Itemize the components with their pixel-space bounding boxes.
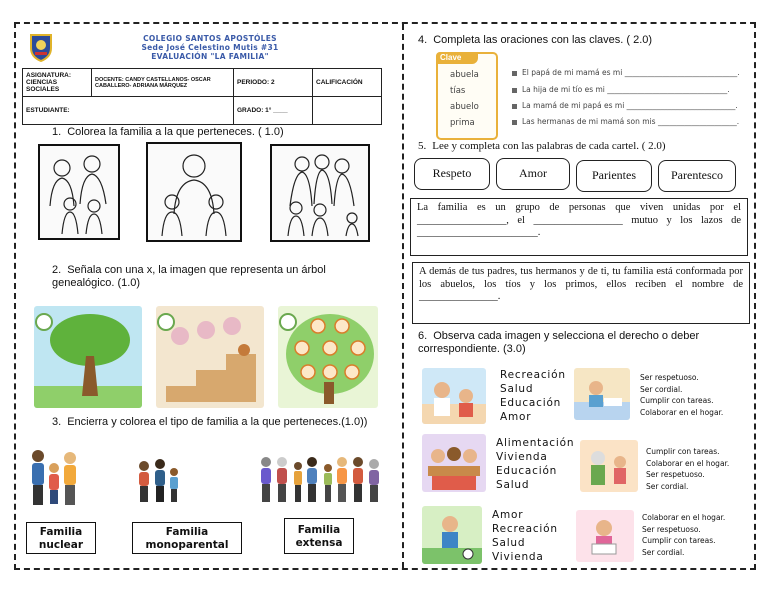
- question-5: [418, 140, 666, 153]
- rights-list-3[interactable]: [492, 508, 558, 564]
- duty-option[interactable]: Colaborar en el hogar.: [646, 458, 730, 468]
- question-1-number: 1.: [52, 126, 62, 138]
- clave-title: Clave: [436, 52, 478, 64]
- question-5-number: 5.: [418, 140, 427, 152]
- school-branch: Sede José Celestino Mutis #31: [141, 43, 279, 52]
- word-card-parientes[interactable]: Parientes: [576, 160, 652, 192]
- homework-scene-image: [574, 368, 630, 420]
- extended-family-icon: [258, 452, 382, 504]
- rights-list-1[interactable]: [500, 368, 566, 424]
- family-dinner-image: [422, 434, 486, 492]
- duty-option[interactable]: Cumplir con tareas.: [640, 396, 714, 405]
- duty-option[interactable]: Colaborar en el hogar.: [642, 513, 726, 522]
- label-nuclear-family[interactable]: Familia nuclear: [26, 522, 96, 554]
- question-3: [52, 416, 367, 429]
- duties-list-1[interactable]: [640, 372, 723, 418]
- sentence-4[interactable]: Las hermanas de mi mamá son mis _____________________.: [512, 117, 739, 126]
- calificacion-cell: CALIFICACIÓN: [313, 69, 382, 97]
- right-option[interactable]: Educación: [496, 465, 558, 477]
- duty-option[interactable]: Cumplir con tareas.: [646, 447, 720, 456]
- right-option[interactable]: Vivienda: [492, 551, 544, 563]
- doctor-scene-image: [422, 368, 486, 424]
- question-3-text: Encierra y colorea el tipo de familia a la que perteneces.(1.0)): [67, 416, 368, 428]
- duty-option[interactable]: Colaborar en el hogar.: [640, 407, 724, 417]
- right-option[interactable]: Vivienda: [496, 451, 548, 463]
- sentence-3[interactable]: La mamá de mi papá es mi _____________________________.: [512, 101, 738, 110]
- label-single-parent-family[interactable]: Familia monoparental: [132, 522, 242, 554]
- label-extended-family[interactable]: Familia extensa: [284, 518, 354, 554]
- question-2: [52, 264, 372, 290]
- family-coloring-image-1[interactable]: [38, 144, 120, 240]
- question-4: [418, 34, 652, 47]
- question-4-number: 4.: [418, 34, 428, 46]
- exam-title: EVALUACIÓN "LA FAMILIA": [151, 52, 269, 61]
- school-heading: [110, 34, 310, 61]
- school-crest-icon: [26, 32, 56, 62]
- student-info-table: [22, 68, 382, 125]
- clave-word: abuela: [450, 70, 479, 80]
- score-field[interactable]: [313, 97, 382, 125]
- grandparents-scene-image: [580, 440, 638, 492]
- sentence-2[interactable]: La hija de mi tío es mi ________________________________.: [512, 85, 730, 94]
- fill-paragraph-1[interactable]: La familia es un grupo de personas que viven unidas por el _________________, el _________________ mutuo y los lazos de _______________________.: [410, 198, 748, 256]
- clave-word: abuelo: [450, 102, 479, 112]
- right-option[interactable]: Amor: [500, 411, 532, 423]
- duty-option[interactable]: Ser cordial.: [642, 547, 685, 557]
- question-2-text: Señala con una x, la imagen que representa un árbol genealógico. (1.0): [52, 264, 326, 289]
- fill-paragraph-2[interactable]: A demás de tus padres, tus hermanos y de ti, tu familia está conformada por los abuelos, los tíos y los primos, ellos reciben el nombre de _______________.: [412, 262, 750, 324]
- question-6: [418, 330, 748, 356]
- column-divider: [402, 24, 404, 568]
- clave-word-bank: [436, 52, 498, 140]
- word-card-respeto[interactable]: Respeto: [414, 158, 490, 190]
- right-option[interactable]: Recreación: [500, 369, 566, 381]
- right-option[interactable]: Educación: [500, 397, 562, 409]
- word-card-amor[interactable]: Amor: [496, 158, 570, 190]
- sentence-1[interactable]: El papá de mi mamá es mi ______________________________.: [512, 68, 740, 77]
- family-coloring-image-3[interactable]: [270, 144, 370, 242]
- child-playing-image: [422, 506, 482, 564]
- duty-option[interactable]: Ser cordial.: [646, 481, 689, 491]
- duty-option[interactable]: Cumplir con tareas.: [642, 536, 716, 545]
- question-6-text: Observa cada imagen y selecciona el derecho o deber correspondiente. (3.0): [418, 330, 700, 355]
- duties-list-3[interactable]: [642, 512, 725, 558]
- duties-list-2[interactable]: [646, 446, 729, 492]
- school-name: COLEGIO SANTOS APOSTÓLES: [143, 34, 277, 43]
- family-coloring-image-2[interactable]: [146, 142, 242, 242]
- clave-word: tías: [450, 86, 466, 96]
- right-option[interactable]: Salud: [496, 479, 530, 491]
- question-3-number: 3.: [52, 416, 62, 428]
- right-option[interactable]: Salud: [500, 383, 534, 395]
- duty-option[interactable]: Ser respetuoso.: [640, 373, 699, 382]
- question-4-text: Completa las oraciones con las claves. ( 2.0): [433, 34, 653, 46]
- tree-image[interactable]: [34, 306, 142, 408]
- word-card-parentesco[interactable]: Parentesco: [658, 160, 736, 192]
- single-parent-family-icon: [136, 456, 180, 504]
- grade-field[interactable]: GRADO: 1° ____: [234, 97, 313, 125]
- genealogy-tree-image[interactable]: [278, 306, 378, 408]
- question-2-number: 2.: [52, 264, 62, 276]
- staircase-family-image[interactable]: [156, 306, 264, 408]
- right-option[interactable]: Alimentación: [496, 437, 575, 449]
- right-option[interactable]: Amor: [492, 509, 524, 521]
- student-name-field[interactable]: ESTUDIANTE:: [23, 97, 234, 125]
- duty-option[interactable]: Ser respetuoso.: [646, 470, 705, 479]
- periodo-cell: PERIODO: 2: [234, 69, 313, 97]
- duty-option[interactable]: Ser cordial.: [640, 384, 683, 394]
- child-reading-image: [576, 510, 634, 562]
- question-5-text: Lee y completa con las palabras de cada cartel. ( 2.0): [432, 140, 666, 152]
- right-option[interactable]: Recreación: [492, 523, 558, 535]
- question-1-text: Colorea la familia a la que perteneces. ( 1.0): [67, 126, 284, 138]
- nuclear-family-icon: [28, 446, 80, 508]
- docente-cell: DOCENTE: CANDY CASTELLANOS- OSCAR CABALLERO- ADRIANA MÁRQUEZ: [92, 69, 234, 97]
- asignatura-cell: ASIGNATURA: CIENCIAS SOCIALES: [23, 69, 92, 97]
- question-1: [52, 126, 284, 139]
- question-6-number: 6.: [418, 330, 428, 342]
- rights-list-2[interactable]: [496, 436, 574, 492]
- duty-option[interactable]: Ser respetuoso.: [642, 524, 701, 534]
- clave-word: prima: [450, 118, 475, 128]
- right-option[interactable]: Salud: [492, 537, 526, 549]
